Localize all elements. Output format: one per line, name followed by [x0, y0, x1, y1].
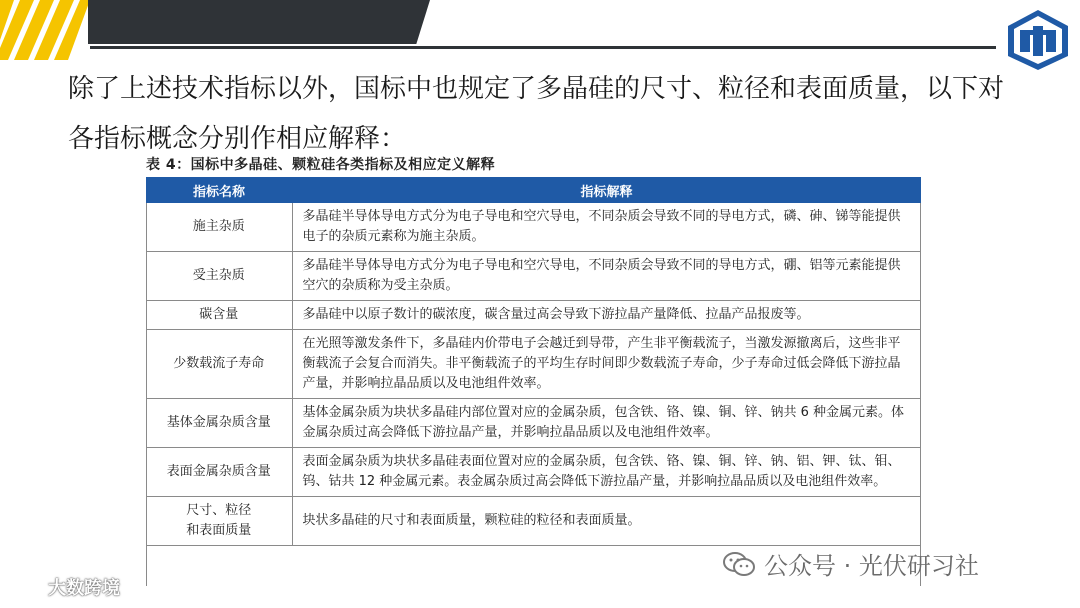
indicator-name: 施主杂质	[146, 203, 292, 252]
indicator-table	[146, 177, 921, 546]
indicator-name: 少数载流子寿命	[146, 330, 292, 399]
wechat-icon	[722, 550, 756, 578]
table-row	[146, 448, 921, 497]
indicator-name-line-1: 尺寸、粒径	[186, 503, 252, 518]
table-row	[146, 203, 921, 252]
indicator-name: 受主杂质	[146, 252, 292, 301]
indicator-desc: 块状多晶硅的尺寸和表面质量，颗粒硅的粒径和表面质量。	[292, 497, 921, 546]
indicator-desc: 在光照等激发条件下，多晶硅内价带电子会越迁到导带，产生非平衡载流子，当激发源撤离后，这些非平衡载流子会复合而消失。非平衡载流子的平均生存时间即少数载流子寿命，少子寿命过低会降低下游拉晶产量，并影响拉晶品质以及电池组件效率。	[292, 330, 921, 399]
indicator-desc: 多晶硅半导体导电方式分为电子导电和空穴导电，不同杂质会导致不同的导电方式，磷、砷、锑等能提供电子的杂质元素称为施主杂质。	[292, 203, 921, 252]
table-row	[146, 301, 921, 330]
bottom-left-watermark	[8, 574, 120, 600]
table-row	[146, 399, 921, 448]
intro-line-2: 各指标概念分别作相应解释：	[68, 124, 407, 154]
table-row	[146, 252, 921, 301]
bottom-right-watermark-text: 公众号 · 光伏研习社	[764, 552, 979, 580]
indicator-name	[146, 497, 292, 546]
table-row	[146, 497, 921, 546]
indicator-name: 碳含量	[146, 301, 292, 330]
indicator-desc: 多晶硅中以原子数计的碳浓度，碳含量过高会导致下游拉晶产量降低、拉晶产品报废等。	[292, 301, 921, 330]
table-header-row	[146, 177, 921, 203]
header-indicator-name: 指标名称	[146, 177, 292, 203]
intro-line-1: 除了上述技术指标以外，国标中也规定了多晶硅的尺寸、粒径和表面质量，以下对	[68, 74, 1005, 104]
indicator-desc: 多晶硅半导体导电方式分为电子导电和空穴导电，不同杂质会导致不同的导电方式，硼、铝等元素能提供空穴的杂质称为受主杂质。	[292, 252, 921, 301]
header-indicator-explanation: 指标解释	[292, 177, 921, 203]
indicator-name-line-2: 和表面质量	[186, 523, 252, 538]
indicator-desc: 基体金属杂质为块状多晶硅内部位置对应的金属杂质，包含铁、铬、镍、铜、锌、钠共 6 种金属元素。体金属杂质过高会降低下游拉晶产量，并影响拉晶品质以及电池组件效率。	[292, 399, 921, 448]
indicator-name: 基体金属杂质含量	[146, 399, 292, 448]
bottom-left-watermark-text: 大数跨境	[48, 578, 120, 599]
header-dark-band	[88, 0, 430, 44]
intro-paragraph	[68, 64, 1058, 164]
table-caption: 表 4：国标中多晶硅、颗粒硅各类指标及相应定义解释	[146, 157, 496, 173]
bottom-right-watermark	[722, 546, 979, 581]
brand-logo-icon	[1004, 8, 1072, 72]
header-rule	[90, 46, 996, 49]
table-row	[146, 330, 921, 399]
indicator-desc: 表面金属杂质为块状多晶硅表面位置对应的金属杂质，包含铁、铬、镍、铜、锌、钠、铝、钾、钛、钼、钨、钴共 12 种金属元素。表金属杂质过高会降低下游拉晶产量，并影响拉晶品质以及电池组件效率。	[292, 448, 921, 497]
indicator-name: 表面金属杂质含量	[146, 448, 292, 497]
watermark-logo-icon	[8, 576, 42, 598]
